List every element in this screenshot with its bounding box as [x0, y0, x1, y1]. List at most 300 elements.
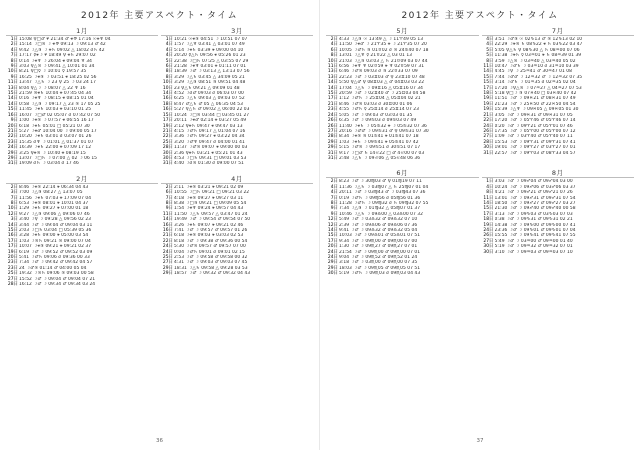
- row-date: 11日: [483, 195, 494, 201]
- row-date: 19日: [483, 107, 494, 113]
- row-date: 5日: [165, 58, 173, 64]
- row-events: 8:18 ☽♂ ☽ 09:38 ♂ 09:36 00 54: [174, 238, 248, 244]
- row-date: 17日: [327, 96, 338, 102]
- row-events: 1:30 ☽♂ ☽ 09♏27 ♂ 09♏27 07 01: [339, 244, 418, 250]
- row-date: 19日: [483, 96, 494, 102]
- row-date: 4日: [486, 37, 494, 42]
- row-events: 18:50 ☽♂ ☽ 09♐27 ♂ 09♐27 03 27: [494, 200, 576, 206]
- row-date: 24日: [483, 228, 494, 233]
- row-events: 19:49 ☽♂ ☽ 09:54 ♂ 09:54 07 50: [174, 217, 251, 223]
- row-events: 9:17 ☽□♂ ♄ 14♌22 □ ♂ 4♌00 07 03: [339, 150, 425, 156]
- row-events: 19:01 ☽♂ ☽ 09♈27 ♂ 03♈27 07 01: [494, 145, 576, 151]
- row-events: 21:28 ☽⚹♆ 03:01 ⚹ 01:11 07 01: [174, 64, 247, 70]
- row-events: 24 ☽♂♃ 01:14 ♂ 04:00 05 04: [19, 265, 87, 271]
- row-date: 17日: [483, 85, 494, 91]
- column-block-lower-left: [6, 174, 313, 288]
- row-events: 5:41 ☽♂♄ 09:06 ☌ 09:36 00 33: [19, 255, 90, 261]
- column-block-upper-right: [326, 26, 634, 161]
- row-date: 15日: [7, 91, 18, 97]
- row-date: 26日: [483, 233, 494, 239]
- row-events: 9:04 ☽♂ ☽ 09♏52 ♂ 09♏52 01 24: [339, 255, 418, 261]
- row-date: 19日: [162, 123, 173, 129]
- row-date: 6日: [330, 47, 338, 53]
- row-date: 28日: [162, 145, 173, 151]
- row-date: 2日: [10, 184, 18, 190]
- row-events: 2:53 ☽♂ ☽ 09:58 ♂ 09:58 00 32: [174, 255, 248, 261]
- row-date: 8日: [165, 69, 173, 75]
- row-events: 8:46 ☽⚹♃ 22:14 ⚹ 06:34 04 43: [19, 184, 89, 190]
- row-date: 16日: [162, 96, 173, 102]
- aspect-rows-july: [482, 37, 635, 156]
- row-date: 10日: [162, 80, 173, 86]
- row-events: 5:05 ☽♂ ☽ 09:03 ♂ 03:03 01 35: [339, 112, 413, 118]
- row-events: 1:29 ☽⚹♄ 09:27 ⚹ 07:00 01 18: [19, 206, 89, 212]
- month-column-june: [326, 168, 479, 276]
- row-date: 17日: [483, 211, 494, 217]
- row-events: 10:24 ☽□♃ 03:44 □ 03:45 01 27: [174, 112, 250, 118]
- row-events: 17:35 ☽♂ ☽ 05♈00 ♂ 05♈00 07 12: [494, 128, 576, 134]
- row-date: 14日: [327, 80, 338, 86]
- row-date: 19日: [7, 249, 18, 255]
- table-row: [326, 271, 479, 276]
- row-date: 14日: [162, 217, 173, 223]
- row-events: 17:20 ☽♀△♃ ☽ 07♒27 △ 04♒27 07 53: [494, 85, 582, 91]
- row-events: 2:11 ☽⚹♃ 03:21 ⚹ 09:21 02 09: [174, 184, 244, 190]
- row-events: 10:47 ☽♂♄ ☽ 03♒10 ☌ 31♒10 03 39: [494, 64, 579, 70]
- row-date: 27日: [327, 128, 338, 134]
- row-date: 21日: [7, 128, 18, 134]
- row-date: 15日: [162, 112, 173, 118]
- row-date: 5日: [486, 53, 494, 59]
- row-date: 10日: [7, 206, 18, 212]
- row-events: 20:11 ☽♂ ☽ 03♍43 ♂ ☽ 03♍43 07 36: [339, 190, 426, 196]
- row-events: 11:40 ☽⚹♄ ☽ 05♋32 ⚹ ☽ 05♋32 07 36: [339, 123, 427, 129]
- row-events: 23:36 ☽♂ ☽ 09♑01 ♂ 09♑01 07 04: [494, 228, 576, 233]
- page-title-right: 2012年 主要アスペクト・タイム: [401, 11, 559, 21]
- row-events: 7:34 ☽△♃ ☽ 01♍32 △ 05♍07 01 37: [339, 206, 421, 212]
- row-events: 16:25 ☽⚹♃ ☽ 03:51 ⚹ 18:25 02 56: [19, 74, 97, 80]
- row-events: 22:29 ☽⚹♃ ♄ 08♑22 ⚹ ♄ 03♑22 03 47: [494, 42, 583, 48]
- aspect-rows-august: [482, 179, 635, 255]
- row-date: 2日: [330, 37, 338, 42]
- row-date: 8日: [486, 58, 494, 64]
- row-date: 21日: [483, 112, 494, 118]
- month-column-march: [161, 26, 313, 167]
- row-date: 8日: [165, 74, 173, 80]
- row-date: 9日: [165, 206, 173, 212]
- row-date: 3日: [10, 217, 18, 223]
- row-date: 15日: [7, 228, 18, 233]
- row-date: 29日: [162, 271, 173, 277]
- row-events: 21:59 ♃⚹♄ 10:04 ⚹ 07:45 04 34: [19, 91, 92, 97]
- row-date: 25日: [162, 255, 173, 261]
- month-column-april: [161, 174, 313, 288]
- row-events: 4:21 ☽♂ ☽ 09♐21 ♂ 09♐21 07 26: [494, 190, 573, 196]
- row-events: 10:55 ☽□♄ 09:21 □ 09:21 03 22: [174, 190, 250, 196]
- row-date: 1日: [10, 37, 18, 42]
- row-events: 9:41 ☽♂ ☽ 09♎32 ♂ 09♎32 05 04: [339, 228, 418, 233]
- row-events: 20:16 ☽♂♂ ☽ 09♋31 ♂ ♀ 09♋31 07 30: [339, 128, 429, 134]
- row-events: 5:50 ♀△♂ ♀ 08♊03 △ ♂ 04♊03 03 22: [339, 80, 425, 86]
- row-date: 4日: [165, 47, 173, 53]
- row-events: 4:53 ☽□♄ 09:31 □ 09:01 03 53: [174, 155, 247, 161]
- row-events: 3:10 ☽♂ ☽ 09♒03 ♂ 09♒03 07 10: [494, 249, 573, 255]
- month-header-august: 8月: [482, 168, 635, 178]
- row-date: 29日: [327, 145, 338, 151]
- row-date: 9日: [10, 64, 18, 70]
- month-column-august: [482, 168, 635, 276]
- row-events: 5:14 ☽⚹♄ 03:39 ⚹ 09:00 04 10: [174, 47, 244, 53]
- row-events: 5:49 ☽♂ ☽ 03♒00 ♂ 09♒00 01 40: [494, 238, 573, 244]
- row-date: 30日: [483, 244, 494, 250]
- row-events: 9:42 ☽△♃ ☽ ⚹♄ 09:02 △ 18:02 ☌♄ 42: [19, 47, 105, 53]
- month-column-february: [6, 174, 158, 288]
- row-date: 16日: [162, 107, 173, 113]
- row-date: 17日: [7, 238, 18, 244]
- row-events: 9:27 ☽△♃ 09:06 △ 09:06 07 46: [19, 211, 90, 217]
- row-events: 6:56 ☽⚹♆ ♆ 02♉59 ⚹ ♆ 02♉59 07 31: [339, 64, 425, 70]
- row-events: 15:39 ☽△♆ ☽ 09♓05 △ 09♓05 01 30: [494, 107, 579, 113]
- row-events: 11:50 ☽⚹♂ ☽ 21♈35 ⚹ ☽ 21♈35 07 20: [339, 42, 427, 48]
- row-events: 8:47 ♂△♄ ♂ 05 △ 06:35 04 53: [174, 101, 243, 107]
- row-date: 16日: [7, 233, 18, 239]
- row-events: 23 ♀△♄ 09:21 △ 09:09 01 48: [174, 85, 240, 91]
- row-date: 18日: [483, 91, 494, 97]
- row-events: 15:08 ♀□♂ ¥ 21:34 ♂ ⚹♅ 17:16 ☉⚹♆ 04: [19, 37, 111, 42]
- month-header-january: 1月: [6, 26, 158, 36]
- row-date: 30日: [162, 150, 173, 156]
- row-date: 26日: [327, 123, 338, 129]
- row-events: 13:07 ☽□♄ ☽ 07:00 △ 02 ☽ 06 15: [19, 155, 98, 161]
- month-header-february: 2月: [6, 174, 158, 184]
- row-date: 29日: [327, 139, 338, 145]
- row-events: 10:24 ☽♂ ☽ 09♐06 ♂ 03♐06 03 37: [494, 184, 576, 190]
- row-date: 6日: [165, 64, 173, 70]
- row-events: 3:40 ☽♀ ☽ 09:28 △ 09:56 02 23: [19, 217, 92, 223]
- row-date: 13日: [327, 74, 338, 80]
- aspect-rows-january: [6, 37, 158, 167]
- row-date: 8日: [165, 200, 173, 206]
- row-date: 4日: [330, 190, 338, 196]
- row-events: 17:17 ☿⚹☽ ¥ 18:49 ♀ ⚹♄ 29:07 02: [19, 53, 96, 59]
- row-events: 15:52 ☽♂ ☽ 09:04 ♂ 09:04 07 21: [19, 276, 96, 282]
- aspect-rows-may: [326, 37, 479, 161]
- row-date: 1日: [486, 179, 494, 185]
- row-date: 16日: [7, 112, 18, 118]
- row-events: 22:38 ☽□♄ 07:25 △ 03:55 07 29: [174, 58, 249, 64]
- row-date: 26日: [327, 118, 338, 124]
- row-date: 20日: [7, 123, 18, 129]
- table-row: [482, 151, 635, 156]
- row-events: 8:38 ☽□♃ 09:21 □ 09:09 05 54: [174, 200, 247, 206]
- row-events: 16:39 ☽⚹♄ 22:00 ⚹ 07:09 17 12: [19, 145, 92, 151]
- row-date: 12日: [327, 222, 338, 228]
- row-events: 19:09 ☌♄ ☽ 03:04 ☌ 17 46: [19, 161, 79, 167]
- row-date: 27日: [483, 238, 494, 244]
- row-events: 15:14 ☽□♃ ☽ ⚹♅ 09:13 ☽ 09:13 ♂ 42: [19, 42, 106, 48]
- row-date: 3日: [10, 190, 18, 196]
- table-row: [6, 282, 158, 287]
- row-date: 22日: [7, 134, 18, 140]
- row-events: 3:03 ♀△♃ ☽ 09:41 △ 10:01 01 34: [19, 64, 95, 70]
- row-date: 16日: [162, 228, 173, 233]
- row-date: 23日: [327, 107, 338, 113]
- row-events: 13:01 ☽△♆ ☿ 21♉22 △ 03 01 13: [339, 53, 413, 59]
- row-date: 30日: [162, 155, 173, 161]
- row-events: 2:03 ☽□♄ 03:04 □ 05:39 05 36: [19, 228, 92, 233]
- row-date: 26日: [483, 128, 494, 134]
- row-date: 6日: [165, 190, 173, 196]
- row-events: 13:47 ☽△♄ ☽ 23 ♀ 25 ☽ 03 24 17: [19, 80, 96, 86]
- month-column-january: [6, 26, 158, 167]
- row-events: 3:36 ☽♂♄ 09:27 ⚹ 03:22 04 34: [174, 134, 245, 140]
- row-date: 14日: [483, 200, 494, 206]
- row-date: 16日: [162, 222, 173, 228]
- row-date: 14日: [7, 101, 18, 107]
- row-date: 31日: [483, 150, 494, 156]
- row-events: 5:27 ♀△♄ ♂ 09:02 △ 06:00 22 03: [174, 107, 250, 113]
- row-date: 2日: [165, 184, 173, 190]
- month-header-june: 6月: [326, 168, 479, 178]
- row-events: 20:59 ☽♂ ☽ 02♊40 ♂ ☽ 25♊03 04 58: [339, 91, 426, 97]
- row-events: 11:45 ☽⚹♄ 10:03 ⚹ 03:10 01 25: [19, 107, 92, 113]
- row-date: 22日: [162, 134, 173, 140]
- row-events: 2:36 ♀⚹♄ 03:21 ⚹ 05:21 01 43: [174, 150, 243, 156]
- row-events: 5:15 ☽♂♃ ☽ 09♋51 ☌ 30♋51 07 17: [339, 145, 421, 151]
- row-date: 14日: [327, 85, 338, 91]
- row-events: 18:31 ☽△♄ 09:58 △ 09:28 03 53: [174, 265, 248, 271]
- row-date: 15日: [483, 206, 494, 212]
- row-events: 4:40 ☽☌♃ 01:30 ☌ 09:00 07 51: [174, 161, 244, 167]
- row-date: 1日: [165, 37, 173, 42]
- row-events: 4:15 ☽♂♄ 09:17 △ 01:04 07 16: [174, 128, 246, 134]
- row-date: 27日: [483, 134, 494, 140]
- row-events: 3:13 ☽♂ ☽ 09♑03 ♂ 03♑03 07 03: [494, 211, 573, 217]
- row-date: 14日: [483, 69, 494, 75]
- row-events: 11:36 ☽△♄ ☽ 03♍07 △ ♄ 25♍07 01 04: [339, 184, 429, 190]
- row-events: 6:25 ☽△♄ 09:03 △ 09:03 07 52: [174, 96, 245, 102]
- row-events: 19:32 ☽♃♄ 09:06 ♃ 09:03 00 58: [19, 271, 94, 277]
- row-events: 20:20 ☿△♄ 09:56 ⚹ 05:26 01 23: [174, 53, 246, 59]
- row-events: 16:07 ☽□♂ 02 05:07 ☌ 07:42 07 50: [19, 112, 101, 118]
- row-events: 20:11 ☽⚹♂ 02:14 ⚹ 03:27 05 49: [174, 118, 247, 124]
- row-date: 11日: [483, 64, 494, 70]
- row-date: 5日: [486, 47, 494, 53]
- row-events: 18:57 ☽♂ ☽ 09:32 ♂ 09:32 04 43: [174, 271, 251, 277]
- row-events: 15:53 ☽♂ ☽ 09♈31 ♂ 09♈31 07 41: [494, 139, 576, 145]
- row-date: 24日: [162, 249, 173, 255]
- row-events: 3:26 ☽⚹♄ 09:07 ⚹ 09:21 02 46: [174, 222, 244, 228]
- row-date: 24日: [162, 244, 173, 250]
- row-date: 31日: [327, 155, 338, 161]
- row-date: 15日: [483, 80, 494, 86]
- row-events: 5:30 ☽♂♃ 09:57 ♂ 09:57 07 00: [174, 244, 246, 250]
- row-events: 1:54 ☽⚹♆ 09:24 ⚹ 09:57 04 43: [174, 206, 244, 212]
- row-date: 14日: [327, 228, 338, 233]
- row-date: 21日: [162, 233, 173, 239]
- row-date: 4日: [486, 184, 494, 190]
- table-row: [161, 271, 313, 276]
- row-date: 17日: [7, 244, 18, 250]
- row-events: 1:03 ☽♃♄ 09:21 ♃ 09:00 07 04: [19, 238, 91, 244]
- row-date: 12日: [7, 211, 18, 217]
- row-events: 3:29 ☽△♃ 08:51 ♃ 09:51 04 48: [174, 80, 246, 86]
- row-events: 2:39 ☽♂ ☽ 09♎06 ♂ 09♎06 07 36: [339, 222, 418, 228]
- row-date: 29日: [327, 260, 338, 266]
- row-events: 1:09 ☽♂ ☽ 03♈40 ♂ 05♈40 07 11: [494, 134, 573, 140]
- row-events: 5:05 ♀△♄ ♀ 08♑30 △ ♄ 08♒00 07 06: [494, 47, 580, 53]
- row-events: 14:38 ☽♂ ☽ 09♑00 ♂ 09♑00 07 41: [494, 222, 576, 228]
- row-date: 10日: [7, 69, 18, 75]
- row-events: 21:30 ☽♂ ☽ 09♐40 ♂ 09♐40 00 58: [494, 206, 576, 212]
- month-header-april: 4月: [161, 174, 313, 184]
- row-events: 1:03 ☽⚹♄ ☽ 09♋41 ⚹ 05♋41 07 42: [339, 139, 419, 145]
- row-date: 29日: [162, 265, 173, 271]
- row-date: 30日: [327, 271, 338, 277]
- row-date: 23日: [7, 265, 18, 271]
- row-events: 4:33 ☽△♃ ☉ 13:49 △ ☽ 11♈49 05 13: [339, 37, 424, 42]
- row-events: 8:21 ♀□☿ ☽ 10:01 ☿ 19:57 35: [19, 69, 87, 75]
- row-events: 10:21 ☉⚹♃ 04:51 ☽ 10:51 07 07: [174, 37, 248, 42]
- row-events: 13:01 ☽♂ ☽ 09♐31 ♂ 09♐31 07 54: [494, 195, 576, 201]
- row-date: 29日: [327, 265, 338, 271]
- row-events: 11:28 ☽♂♄ ☽ 09♍32 ☌ ♄ 09♍32 07 55: [339, 200, 429, 206]
- row-date: 9日: [330, 206, 338, 212]
- row-events: 5:49 ☽♂ ☽ 03♎32 ♂ 09♎32 07 10: [339, 217, 418, 223]
- row-events: 3:28 ☽⚹♄ 09:00 ⚹ 05:00 03 54: [19, 233, 89, 239]
- row-events: 1:57 ☽△♆ 03:41 △ 03:01 07 49: [174, 42, 245, 48]
- page-number-left: 36: [156, 438, 163, 444]
- row-date: 7日: [330, 195, 338, 201]
- row-events: 3:20 ☽♂♆ 09:47 ☌ 04:00 01 41: [174, 139, 245, 145]
- row-events: 22:57 ☽♂ ☽ 09♈03 ♂ 08♈33 04 57: [494, 150, 576, 156]
- row-date: 31日: [162, 161, 173, 167]
- row-events: 2:12 ♀⚹♄ 09:47 ⚹ 09:47 03 13: [174, 123, 243, 129]
- row-events: 15:35 ☌♆ ☽ 01:01 △ 01:37 01 07: [19, 139, 94, 145]
- row-date: 14日: [7, 222, 18, 228]
- row-events: 4:45 ☽♀ ☽ 25♒41 ♂ 30♒47 01 08: [494, 69, 572, 75]
- row-date: 24日: [327, 249, 338, 255]
- row-date: 14日: [162, 91, 173, 97]
- month-header-july: 7月: [482, 26, 635, 36]
- row-date: 2日: [10, 42, 18, 48]
- row-date: 29日: [7, 150, 18, 156]
- row-date: 8日: [330, 53, 338, 59]
- row-date: 11日: [7, 80, 18, 86]
- row-date: 30日: [483, 145, 494, 151]
- row-events: 10:03 ☽♂ ☽ 09♎01 ♂ 05♎01 07 51: [339, 233, 421, 239]
- row-date: 29日: [7, 155, 18, 161]
- row-events: 22:23 ☽♂ ☽ 03♊03 ♂ ♀ 23♊10 07 48: [339, 74, 425, 80]
- row-events: 8:23 ☽♂ ☽ 30♍03 ♂ ♀ 01♍19 07 11: [339, 179, 422, 185]
- row-date: 11日: [327, 64, 338, 70]
- row-date: 15日: [327, 233, 338, 239]
- row-events: 4:31 ☽♂ ☽ 09:03 ♂ 09:03 07 45: [174, 260, 248, 266]
- row-date: 8日: [10, 58, 18, 64]
- row-events: 6:18 ☽⚹♄ 05:01 □ 05:21 07 30: [19, 123, 90, 129]
- row-events: 17:04 ☽△♄ ☽ 09♊16 △ 05♊16 07 34: [339, 85, 423, 91]
- row-date: 23日: [7, 260, 18, 266]
- row-events: 4:18 ☽⚹♃ 09:27 ⚹ 09:27 03 11: [174, 195, 244, 201]
- row-events: 6:19 ☽♂ ☽ 09:52 ♂ 09:52 03 09: [19, 249, 93, 255]
- row-date: 9日: [10, 118, 18, 124]
- month-header-march: 3月: [161, 26, 313, 36]
- row-events: 6:53 ☽⚹♃ 08:01 ⚹ 10:01 04 37: [19, 200, 89, 206]
- row-events: 3:25 ♀⚹♃ ☽ 10:40 ⚹ 08:19 15: [19, 150, 86, 156]
- row-events: 16:12 ☽♂ ☽ 09:34 ♂ 09:34 03 24: [19, 282, 96, 288]
- row-events: 4:52 ☽☌♂ 09:03 ☌ 06:03 07 00: [174, 91, 244, 97]
- page-right: [320, 0, 640, 450]
- row-date: 24日: [483, 123, 494, 129]
- row-events: 18:39 ☽♂ ☽ 03:13 △ 13:13 07 56: [174, 69, 250, 75]
- row-events: 8:04 ♀△☽ ☽ 08:07 △ 22 ♆ 16: [19, 85, 86, 91]
- row-events: 11:50 ☽△♄ 09:57 △ 03:47 01 24: [174, 211, 248, 217]
- row-events: 3:18 ☽♂ ☽ 03♏00 ♂ 09♏00 07 35: [339, 260, 418, 266]
- row-date: 15日: [7, 107, 18, 113]
- column-block-upper-left: [6, 26, 313, 167]
- month-header-may: 5月: [326, 26, 479, 36]
- row-date: 7日: [10, 53, 18, 59]
- row-events: 6:46 ☽♂♃ 09:03 ☌ ♃ 22♉33 07 09: [339, 69, 418, 75]
- row-date: 24日: [327, 112, 338, 118]
- row-events: 21:54 ☽♂ ☽ 09♏00 ♂ 09♏00 07 01: [339, 249, 421, 255]
- row-events: 1:00 ☽⚹♃ ☽ 07:57 ⚹ 06:55 16 17: [19, 118, 94, 124]
- row-events: 11:37 ☽♂♃ 09:07 ⚹ 09:00 00 03: [174, 145, 248, 151]
- row-date: 15日: [327, 91, 338, 97]
- row-events: 11:38 ☽⚹♄ ☿ 03♒01 ⚹ ♄ 08♒39 01 39: [494, 53, 582, 59]
- row-events: 5:19 ☽♂♄ ☽ 09♏03 ☌ 09♏03 04 43: [339, 271, 421, 277]
- row-events: 3:29 ☽△♄ 03:45 △ 34:09 05 21: [174, 74, 245, 80]
- row-events: 3:51 ☽♂♃ ☉ 02♑13 ♂ ♃ 12♑13 02 10: [494, 37, 583, 42]
- column-block-lower-right: [326, 168, 634, 276]
- row-events: 11:56 ☽⚹♄ 07:03 ⚹ 17:09 07 04: [19, 195, 92, 201]
- row-events: 10:07 ☽⚹♃ 09:21 ⚹ 09:21 02 37: [19, 244, 92, 250]
- row-date: 10日: [162, 85, 173, 91]
- row-events: 7:44 ☽♂♂ ☽ 12♒32 ♂ ☽ 12♒32 07 35: [494, 74, 583, 80]
- row-date: 8日: [486, 190, 494, 196]
- row-date: 20日: [327, 244, 338, 250]
- row-events: 15:55 ☽♂ ☽ 09♑41 ♂ 09♑41 07 55: [494, 233, 576, 239]
- row-date: 13日: [327, 69, 338, 75]
- row-date: 27日: [162, 260, 173, 266]
- row-date: 4日: [165, 53, 173, 59]
- row-events: 5:18 ♀□☽ ♃ 07♓40 □ 03♓40 07 42: [494, 91, 577, 97]
- row-date: 28日: [7, 282, 18, 288]
- row-events: 0:58 ☽△♃ ☽ 09:17 △ 23 ♃ 17 05 25: [19, 101, 101, 107]
- row-date: 14日: [7, 96, 18, 102]
- row-events: 11:51 ☽♂ ☽ 09♓21 ♂ 08♓31 07 49: [494, 96, 576, 102]
- row-date: 18日: [483, 217, 494, 223]
- row-date: 8日: [330, 200, 338, 206]
- row-events: 7:41 ☽♂ ☽ 09:57 ♂ 09:57 01 26: [174, 228, 248, 233]
- page-title-left: 2012年 主要アスペクト・タイム: [80, 11, 239, 21]
- row-events: 3:03 ☽♂ ☽ 09♐04 ♂ 09♐04 03 00: [494, 179, 573, 185]
- row-events: 10:05 ☽♂♄ ♃ 01♉02 ☌ ♃ 24♋40 07 18: [339, 47, 429, 53]
- row-date: 9日: [330, 211, 338, 217]
- row-events: 10:46 ☽△♄ ☽ 09♎00 △ 03♎00 07 32: [339, 211, 423, 217]
- row-date: 31日: [7, 161, 18, 167]
- row-date: 17日: [327, 238, 338, 244]
- row-events: 6:18 ☽⚹♃ 09:03 ⚹ 03:03 02 53: [174, 233, 244, 239]
- row-date: 7日: [165, 195, 173, 201]
- table-row: [326, 156, 479, 161]
- row-events: 0:14 ☽⚹♆ ☽ 26:04 ⚹ 09:04 ♆ 34: [19, 58, 92, 64]
- row-date: 25日: [7, 271, 18, 277]
- row-date: 27日: [7, 276, 18, 282]
- page-number-right: 37: [476, 438, 484, 444]
- row-date: 24日: [7, 145, 18, 151]
- row-events: 8:34 ☽⚹♃ ♃ 01♋41 ⚹ 01♋41 07 18: [339, 134, 419, 140]
